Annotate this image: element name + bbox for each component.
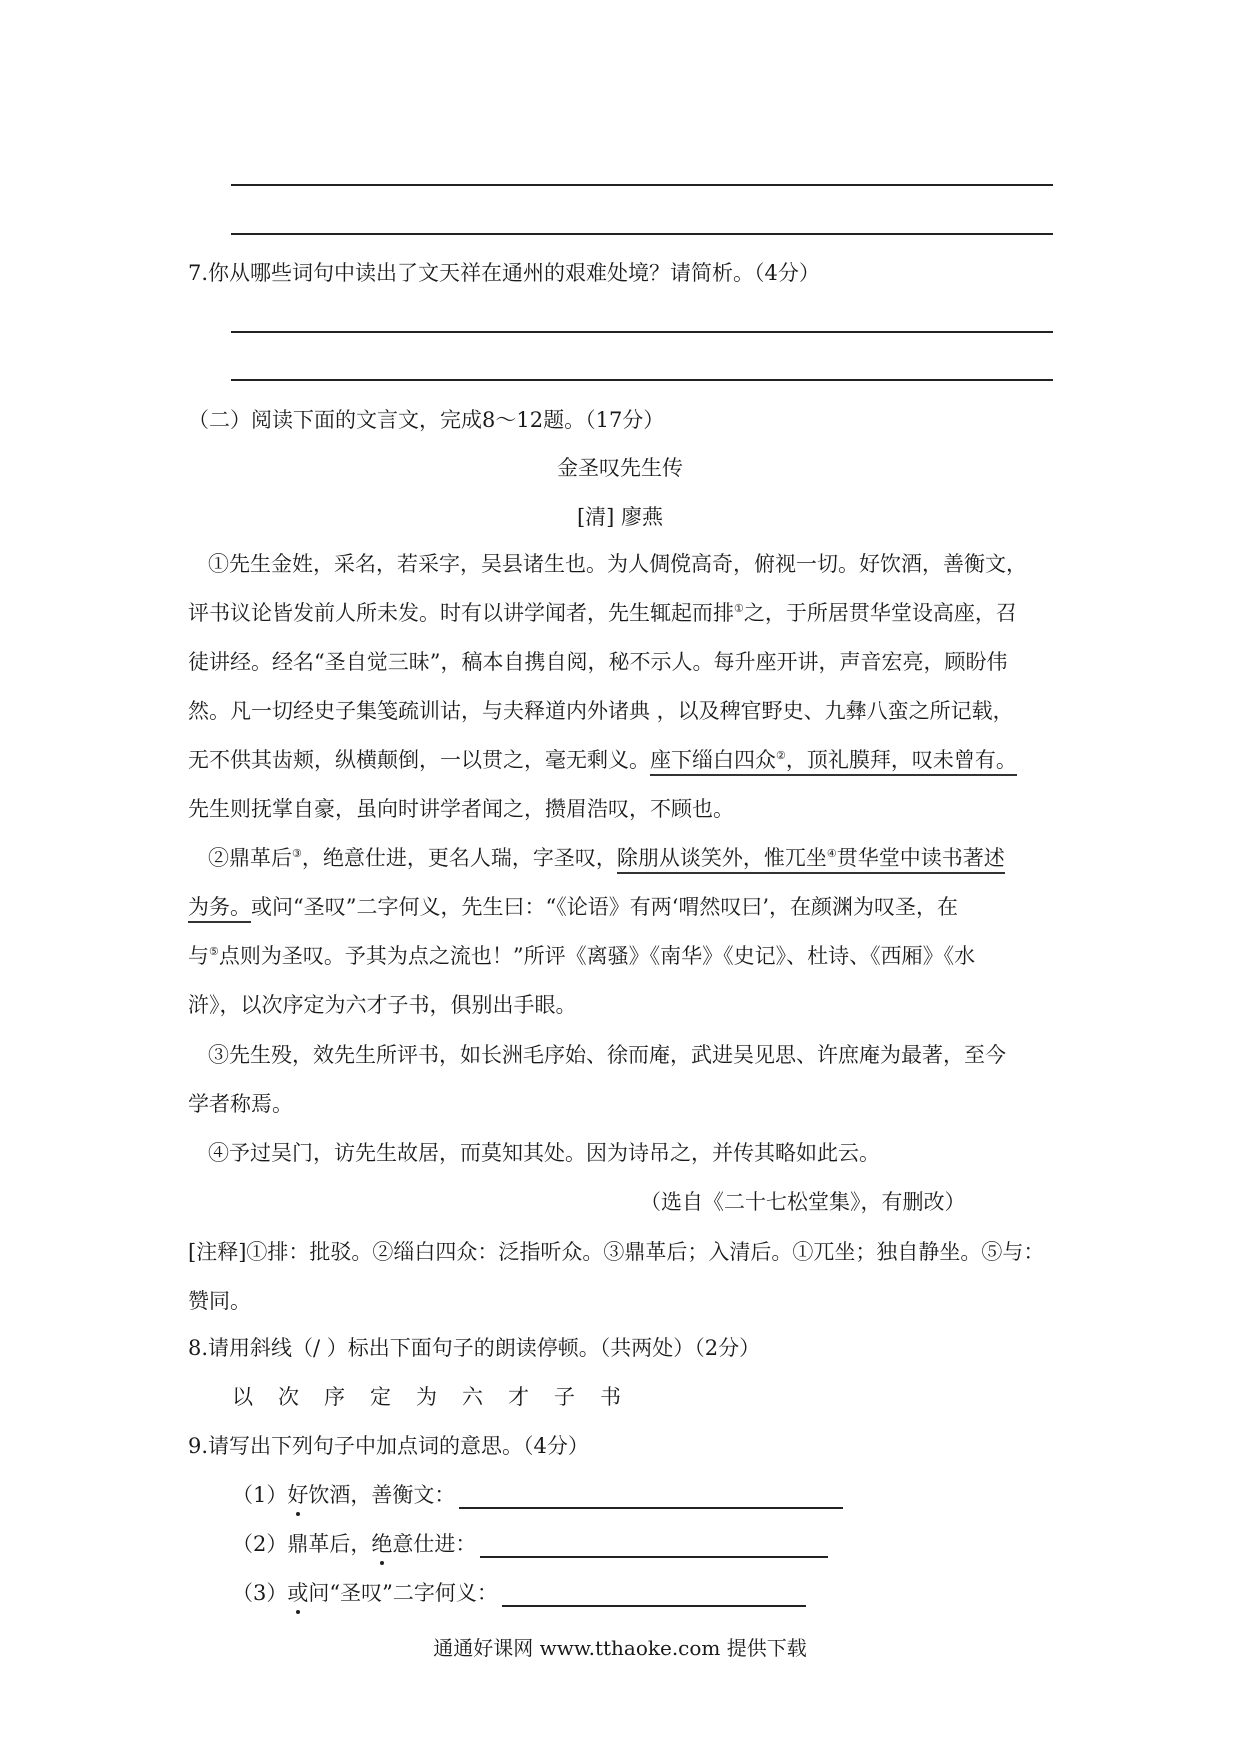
article-source: （选自《二十七松堂集》，有删改） xyxy=(640,1190,966,1214)
sentence-char: 次 xyxy=(278,1385,299,1409)
paragraph-line: 然。凡一切经史子集笺疏训诂，与夫释道内外诸典 ，以及稗官野史、九彝八蛮之所记载， xyxy=(188,699,1014,723)
underlined-sentence: 除朋从谈笑外，惟兀坐④贯华堂中读书著述 xyxy=(617,846,1005,874)
question-7: 7.你从哪些词句中读出了文天祥在通州的艰难处境？请简析。（4分） xyxy=(188,261,820,285)
answer-blank[interactable] xyxy=(480,1534,828,1558)
underlined-sentence: 为务。 xyxy=(188,895,251,923)
dotted-word: 或 xyxy=(287,1577,308,1607)
answer-line xyxy=(231,331,1053,333)
article-paragraph-4: ④予过吴门，访先生故居，而莫知其处。因为诗吊之，并传其略如此云。 xyxy=(208,1141,880,1165)
paragraph-line: ①先生金姓，采名，若采字，吴县诸生也。为人倜傥高奇，俯视一切。好饮酒，善衡文， xyxy=(208,552,1027,576)
answer-line xyxy=(231,233,1053,235)
paragraph-line: 学者称焉。 xyxy=(188,1092,293,1116)
sentence-char: 书 xyxy=(600,1385,621,1409)
answer-blank[interactable] xyxy=(459,1485,843,1509)
paragraph-line: 为务。或问“圣叹”二字何义，先生曰：“《论语》有两‘喟然叹曰’，在颜渊为叹圣，在 xyxy=(188,891,958,921)
article-title: 金圣叹先生传 xyxy=(557,456,683,480)
question-8: 8.请用斜线（/ ）标出下面句子的朗读停顿。（共两处）（2分） xyxy=(188,1336,761,1360)
sentence-char: 六 xyxy=(462,1385,483,1409)
paragraph-line: 无不供其齿颊，纵横颠倒，一以贯之，毫无剩义。座下缁白四众②，顶礼膜拜，叹未曾有。 xyxy=(188,744,1017,774)
article-author: [清] 廖燕 xyxy=(576,505,664,529)
footer-text: 通通好课网 www.tthaoke.com 提供下载 xyxy=(433,1636,807,1660)
paragraph-line: 浒》，以次序定为六才子书，俱别出手眼。 xyxy=(188,993,577,1017)
question-9: 9.请写出下列句子中加点词的意思。（4分） xyxy=(188,1434,589,1458)
paragraph-line: 徒讲经。经名“圣自觉三昧”，稿本自携自阅，秘不示人。每升座开讲，声音宏亮，顾盼伟 xyxy=(188,650,1008,674)
q9-item-2: （2）鼎革后，绝意仕进： xyxy=(232,1528,828,1558)
paragraph-line: ②鼎革后③，绝意仕进，更名人瑞，字圣叹，除朋从谈笑外，惟兀坐④贯华堂中读书著述 xyxy=(208,842,1005,872)
q9-item-3: （3）或问“圣叹”二字何义： xyxy=(232,1577,806,1607)
sentence-char: 才 xyxy=(508,1385,529,1409)
section-heading: （二）阅读下面的文言文，完成8～12题。（17分） xyxy=(188,408,665,432)
sentence-char: 定 xyxy=(370,1385,391,1409)
annotation-line: 赞同。 xyxy=(188,1289,251,1313)
dotted-word: 绝 xyxy=(371,1528,392,1558)
underlined-sentence: 座下缁白四众②，顶礼膜拜，叹未曾有。 xyxy=(650,748,1017,776)
answer-line xyxy=(231,379,1053,381)
sentence-char: 以 xyxy=(232,1385,253,1409)
sentence-char: 为 xyxy=(416,1385,437,1409)
annotation-line: [注释]①排：批驳。②缁白四众：泛指听众。③鼎革后；入清后。①兀坐；独自静坐。⑤与： xyxy=(188,1240,1045,1264)
dotted-word: 好 xyxy=(287,1479,308,1509)
q9-item-1: （1）好饮酒，善衡文： xyxy=(232,1479,843,1509)
answer-line xyxy=(231,184,1053,186)
paragraph-line: 评书议论皆发前人所未发。时有以讲学闻者，先生辄起而排①之，于所居贯华堂设高座，召 xyxy=(188,601,1017,625)
sentence-char: 子 xyxy=(554,1385,575,1409)
paragraph-line: ③先生殁，效先生所评书，如长洲毛序始、徐而庵，武进吴见思、许庶庵为最著，至今 xyxy=(208,1043,1006,1067)
paragraph-line: 与⑤点则为圣叹。予其为点之流也！”所评《离骚》《南华》《史记》、杜诗、《西厢》《水 xyxy=(188,944,976,968)
sentence-char: 序 xyxy=(324,1385,345,1409)
answer-blank[interactable] xyxy=(502,1583,806,1607)
pause-sentence xyxy=(232,1381,646,1411)
paragraph-line: 先生则抚掌自豪，虽向时讲学者闻之，攒眉浩叹，不顾也。 xyxy=(188,797,734,821)
